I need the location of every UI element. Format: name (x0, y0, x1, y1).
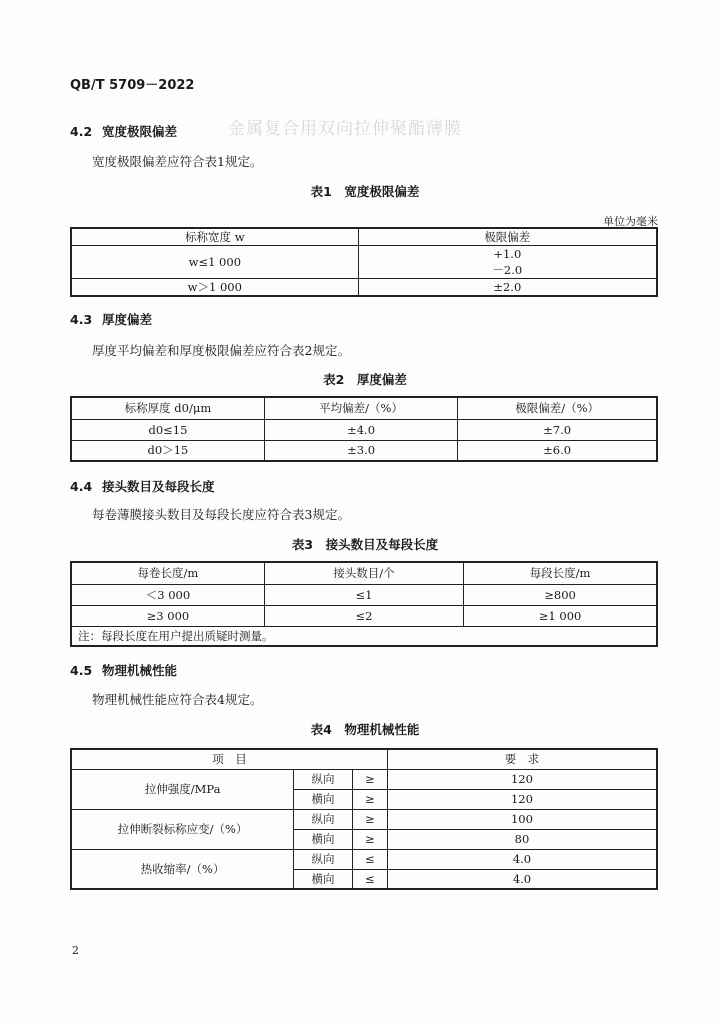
section-4-3-heading (70, 310, 152, 328)
table4-value: 120 (387, 789, 657, 809)
table3-header-joints: 接头数目/个 (264, 562, 463, 584)
standard-code-header: QB/T 5709－2022 (70, 78, 195, 93)
deviation-minus: －2.0 (492, 263, 523, 277)
table4-operator: ≥ (352, 809, 387, 829)
section-4-4-heading (70, 477, 215, 495)
table4 (70, 748, 658, 890)
section-number: 4.2 (70, 124, 93, 139)
table4-value: 4.0 (387, 869, 657, 889)
section-title: 厚度偏差 (102, 312, 153, 327)
table4-value: 100 (387, 809, 657, 829)
page-number: 2 (72, 944, 79, 957)
table3-header-roll-length: 每卷长度/m (71, 562, 264, 584)
table3-cell: ≥1 000 (464, 605, 657, 626)
table1-cell-deviation: ±2.0 (358, 279, 657, 297)
table4-operator: ≥ (352, 789, 387, 809)
table2-cell: d0≤15 (71, 419, 264, 440)
table2-cell: ±3.0 (264, 440, 457, 461)
table3 (70, 561, 658, 647)
section-4-2-heading (70, 122, 177, 140)
table3-title: 表3 接头数目及每段长度 (291, 537, 439, 552)
table4-operator: ≤ (352, 869, 387, 889)
table1 (70, 227, 658, 297)
table3-cell: ≤1 (264, 584, 463, 605)
table3-cell: ＜3 000 (71, 584, 264, 605)
section-4-4-text: 每卷薄膜接头数目及每段长度应符合表3规定。 (92, 507, 350, 522)
table4-value: 4.0 (387, 849, 657, 869)
table4-direction: 纵向 (294, 849, 353, 869)
table4-item-elongation: 拉伸断裂标称应变/（%） (71, 809, 294, 849)
table2-header-limit: 极限偏差/（%） (458, 397, 657, 419)
section-number: 4.4 (70, 479, 93, 494)
section-4-3-text: 厚度平均偏差和厚度极限偏差应符合表2规定。 (92, 343, 350, 358)
table2-header-average: 平均偏差/（%） (264, 397, 457, 419)
section-title: 接头数目及每段长度 (102, 479, 215, 494)
table4-direction: 横向 (294, 869, 353, 889)
table4-item-tensile-strength: 拉伸强度/MPa (71, 769, 294, 809)
section-4-5-text: 物理机械性能应符合表4规定。 (92, 692, 263, 707)
table4-direction: 横向 (294, 789, 353, 809)
table4-title: 表4 物理机械性能 (310, 722, 420, 737)
table1-cell-deviation (358, 246, 657, 279)
section-title: 宽度极限偏差 (102, 124, 178, 139)
table1-title: 表1 宽度极限偏差 (310, 184, 420, 199)
table4-direction: 纵向 (294, 769, 353, 789)
table1-unit: 单位为毫米 (603, 215, 658, 228)
table3-cell: ≤2 (264, 605, 463, 626)
table1-cell-width: w＞1 000 (71, 279, 358, 297)
table3-note: 注：每段长度在用户提出质疑时测量。 (71, 626, 657, 646)
section-title: 物理机械性能 (102, 663, 178, 678)
table4-value: 120 (387, 769, 657, 789)
table3-cell: ≥3 000 (71, 605, 264, 626)
table2-cell: ±4.0 (264, 419, 457, 440)
table1-header-deviation: 极限偏差 (358, 228, 657, 246)
table2 (70, 396, 658, 462)
table4-operator: ≥ (352, 769, 387, 789)
table2-cell: ±6.0 (458, 440, 657, 461)
section-number: 4.3 (70, 312, 93, 327)
section-4-2-text: 宽度极限偏差应符合表1规定。 (92, 154, 263, 169)
table1-header-width: 标称宽度 w (71, 228, 358, 246)
table4-direction: 横向 (294, 829, 353, 849)
table4-header-item: 项 目 (71, 749, 387, 769)
table1-cell-width: w≤1 000 (71, 246, 358, 279)
table4-operator: ≤ (352, 849, 387, 869)
deviation-plus: +1.0 (493, 247, 522, 261)
table2-cell: d0＞15 (71, 440, 264, 461)
table4-item-heat-shrinkage: 热收缩率/（%） (71, 849, 294, 889)
table4-value: 80 (387, 829, 657, 849)
table2-title: 表2 厚度偏差 (323, 372, 407, 387)
section-number: 4.5 (70, 663, 93, 678)
table4-direction: 纵向 (294, 809, 353, 829)
bleed-through-text: 金属复合用双向拉伸聚酯薄膜 (228, 119, 462, 139)
table3-cell: ≥800 (464, 584, 657, 605)
table4-header-requirement: 要 求 (387, 749, 657, 769)
table2-cell: ±7.0 (458, 419, 657, 440)
section-4-5-heading (70, 661, 177, 679)
table4-operator: ≥ (352, 829, 387, 849)
table2-header-nominal: 标称厚度 d0/μm (71, 397, 264, 419)
table3-header-segment-length: 每段长度/m (464, 562, 657, 584)
